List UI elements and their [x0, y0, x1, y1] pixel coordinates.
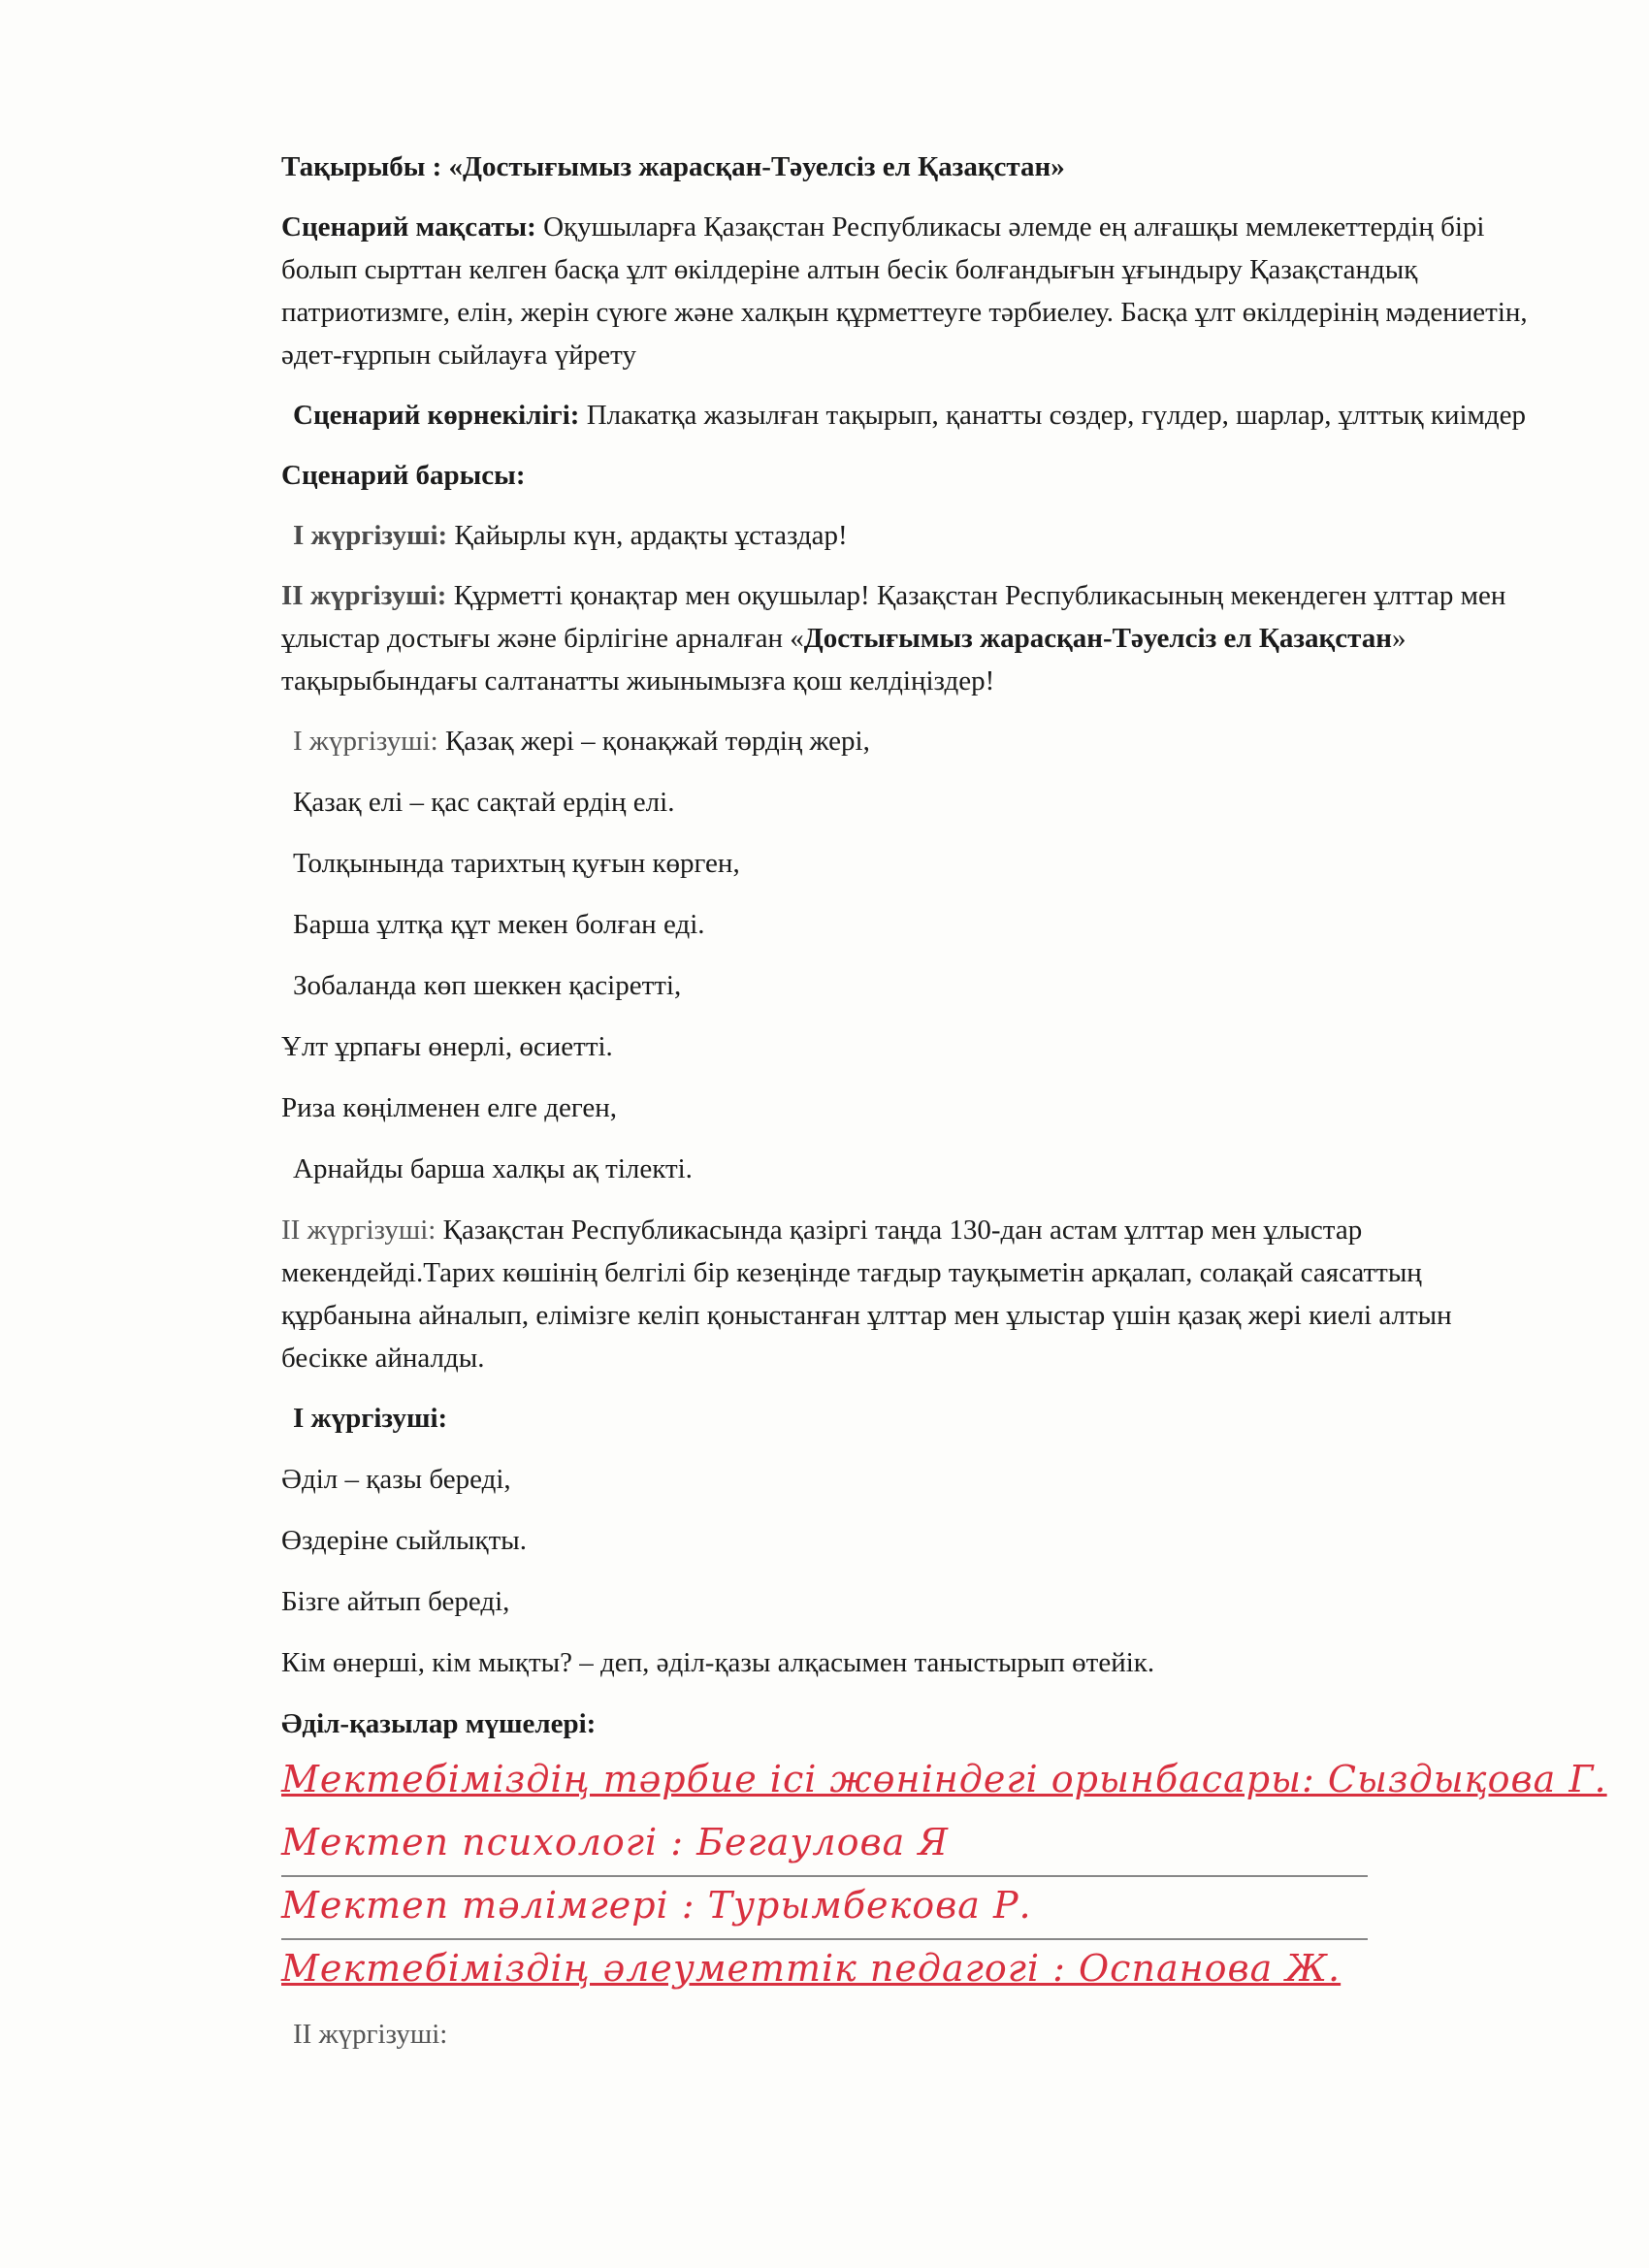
poem1-line: Зобаланда көп шеккен қасіретті,: [293, 970, 682, 1001]
scenario-text: [281, 146, 1607, 2056]
poem1-line: Қазақ елі – қас сақтай ердің елі.: [293, 787, 675, 818]
host1-greeting: [281, 514, 1533, 557]
host1-role: І жүргізуші:: [293, 520, 448, 551]
goal-text: Оқушыларға Қазақстан Республикасы әлемде ең алғашқы мемлекеттердің бірі болып сырттан келген басқа ұлт өкілдеріне алтын бесік болғандығын ұғындыру Қазақстандық патриотизмге, елін, жерін сүюге және халқын құрметтеуге тәрбиелеу. Басқа ұлт өкілдерінің мәдениетін, әдет-ғұрпын сыйлауға үйрету: [281, 211, 1528, 371]
host2-role: ІІ жүргізуші:: [281, 580, 447, 611]
poem2-line: Бізге айтып береді,: [281, 1586, 510, 1617]
visuals-label: Сценарий көрнекілігі:: [293, 400, 580, 431]
scenario-title: Тақырыбы : «Достығымыз жарасқан-Тәуелсіз ел Қазақстан»: [281, 151, 1065, 182]
handwritten-jury-line: Мектеп психологі : Бегаулова Я: [281, 1814, 1368, 1877]
poem1-line: Арнайды барша халқы ақ тілекті.: [293, 1153, 693, 1184]
handwritten-jury-line: Мектеп тәлімгері : Турымбекова Р.: [281, 1877, 1368, 1940]
host2-welcome-text: Құрметті қонақтар мен оқушылар! Қазақстан Республикасының мекендеген ұлттар мен ұлыстар достығы және бірлігіне арналған «: [281, 580, 1506, 654]
goal-label: Сценарий мақсаты:: [281, 211, 536, 243]
goal-paragraph: [281, 206, 1533, 376]
host2-welcome: [281, 574, 1533, 702]
host1-greeting-text: Қайырлы күн, ардақты ұстаздар!: [447, 520, 848, 551]
handwritten-jury-line: Мектебіміздің тәрбие ісі жөніндегі орынбасары: Сыздықова Г.: [281, 1758, 1607, 1800]
poem1-line: Барша ұлтқа құт мекен болған еді.: [293, 909, 705, 940]
visuals-paragraph: [281, 394, 1533, 437]
host2-history: [281, 1209, 1533, 1379]
poem2-line: Кім өнерші, кім мықты? – деп, әділ-қазы алқасымен таныстырып өтейік.: [281, 1647, 1155, 1678]
handwritten-jury-line: Мектебіміздің әлеуметтік педагогі : Оспанова Ж.: [281, 1947, 1342, 1990]
poem1-line: Риза көңілменен елге деген,: [281, 1092, 618, 1123]
jury-heading: Әділ-қазылар мүшелері:: [281, 1708, 597, 1739]
host2-history-text: Қазақстан Республикасында қазіргі таңда 130-дан астам ұлттар мен ұлыстар мекендейді.Тарих көшінің белгілі бір кезеңінде тағдыр тауқыметін арқалап, солақай саясаттың құрбанына айналып, елімізге келіп қоныстанған ұлттар мен ұлыстар үшін қазақ жері киелі алтын бесікке айналды.: [281, 1215, 1452, 1374]
poem1-line: Ұлт ұрпағы өнерлі, өсиетті.: [281, 1031, 613, 1062]
host2-role: ІІ жүргізуші:: [281, 1215, 436, 1246]
poem2-line: Өздеріне сыйлықты.: [281, 1525, 528, 1556]
footer-host2-role: ІІ жүргізуші:: [293, 2019, 448, 2050]
host1-role-heading: І жүргізуші:: [293, 1403, 448, 1434]
host2-welcome-tail: » тақырыбындағы салтанатты жиынымызға қош келдіңіздер!: [281, 623, 1406, 697]
poem1-line: І жүргізуші: Қазақ жері – қонақжай төрдің жері,: [293, 726, 870, 757]
poem2-line: Әділ – қазы береді,: [281, 1464, 511, 1495]
progress-heading: Сценарий барысы:: [281, 460, 526, 491]
visuals-text: Плакатқа жазылған тақырып, қанатты сөздер, гүлдер, шарлар, ұлттық киімдер: [579, 400, 1527, 431]
event-title-bold: Достығымыз жарасқан-Тәуелсіз ел Қазақстан: [803, 623, 1392, 654]
poem1-line: Толқынында тарихтың қуғын көрген,: [293, 848, 740, 879]
host1-role: І жүргізуші:: [293, 726, 438, 757]
